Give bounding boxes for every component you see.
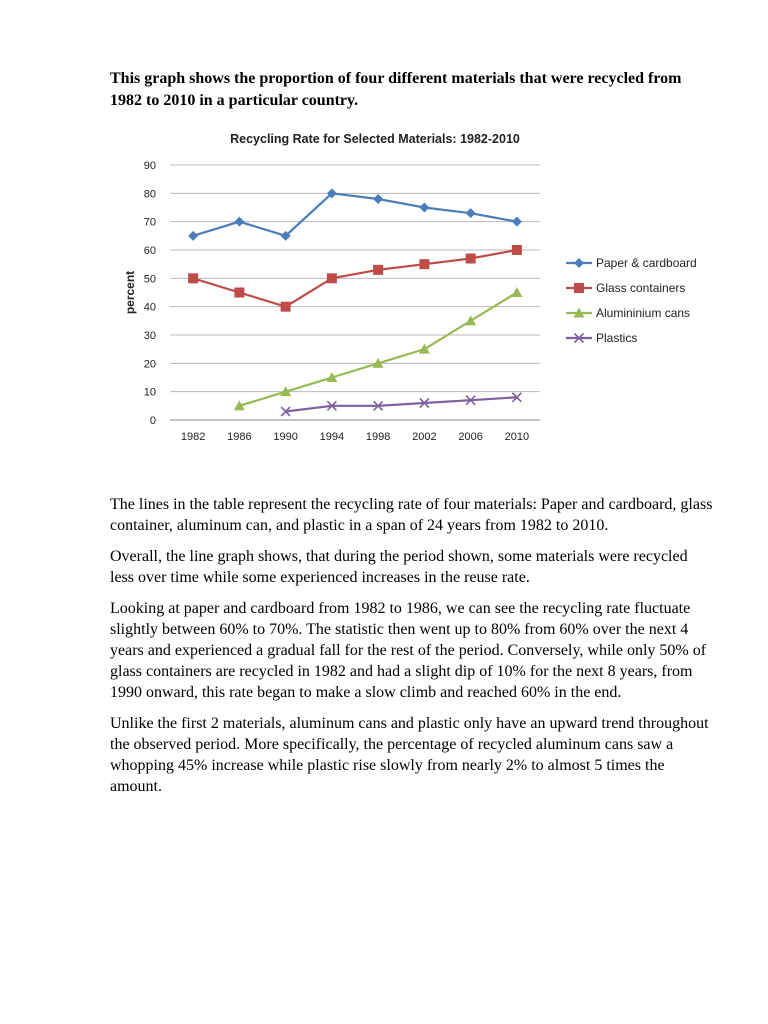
data-point-glass-containers [188, 273, 198, 283]
x-tick-label: 1990 [273, 431, 298, 443]
data-point-glass-containers [466, 254, 476, 264]
paragraph-1: The lines in the table represent the recycling rate of four materials: Paper and cardboard, glass container, aluminum can, and plastic in a span of 24 years from 1982 to 2010. [110, 496, 713, 534]
y-tick-label: 70 [143, 216, 156, 229]
legend-marker-glass-containers [574, 283, 584, 293]
paragraph-4: Unlike the first 2 materials, aluminum cans and plastic only have an upward trend throughout the observed period. More specifically, the percentage of recycled aluminum cans saw a whopping 45% increase while plastic rise slowly from nearly 2% to almost 5 times the amount. [110, 715, 709, 795]
data-point-paper-cardboard [512, 217, 522, 227]
data-point-glass-containers [512, 245, 522, 255]
body-text [110, 494, 715, 807]
data-point-paper-cardboard [234, 217, 244, 227]
paragraph-3: Looking at paper and cardboard from 1982 to 1986, we can see the recycling rate fluctuate slightly between 60% to 70%. The statistic then went up to 80% from 60% over the next 4 years and experienced a gradual fall for the rest of the period. Conversely, while only 50% of glass containers are recycled in 1982 and had a slight dip of 10% for the next 8 years, from 1990 onward, this rate began to make a slow climb and reached 60% in the end. [110, 600, 707, 701]
y-tick-label: 60 [143, 245, 156, 257]
y-tick-label: 30 [143, 330, 156, 342]
y-axis-label: percent [123, 270, 137, 315]
y-tick-label: 50 [143, 273, 156, 286]
y-tick-label: 0 [149, 415, 156, 427]
data-point-alumininium-cans [511, 287, 522, 297]
x-tick-label: 2010 [504, 431, 530, 443]
y-tick-label: 20 [143, 358, 156, 371]
paragraph-2: Overall, the line graph shows, that during the period shown, some materials were recycled less over time while some experienced increases in the reuse rate. [110, 548, 688, 586]
series-line-plastics [286, 397, 517, 411]
y-tick-label: 10 [143, 386, 156, 399]
legend-label-alumininium-cans: Alumininium cans [596, 306, 691, 320]
data-point-glass-containers [373, 265, 383, 275]
data-point-paper-cardboard [466, 208, 476, 218]
legend-label-plastics: Plastics [596, 331, 638, 345]
x-tick-label: 1986 [227, 431, 252, 443]
page-heading: This graph shows the proportion of four different materials that were recycled from 1982 to 2010 in a particular country. [110, 70, 682, 109]
x-tick-label: 2002 [412, 431, 437, 443]
x-tick-label: 2006 [458, 431, 483, 443]
x-tick-label: 1994 [319, 431, 345, 443]
y-tick-label: 80 [143, 188, 156, 201]
data-point-alumininium-cans [465, 315, 476, 325]
y-tick-label: 90 [143, 160, 156, 172]
legend-label-glass-containers: Glass containers [596, 281, 686, 295]
legend-marker-paper-cardboard [574, 258, 584, 268]
legend-label-paper-cardboard: Paper & cardboard [596, 256, 697, 270]
line-chart [118, 124, 714, 450]
data-point-glass-containers [281, 302, 291, 312]
data-point-glass-containers [419, 259, 429, 269]
x-tick-label: 1982 [180, 431, 206, 443]
y-tick-label: 40 [143, 301, 156, 314]
data-point-paper-cardboard [419, 203, 429, 213]
chart-svg [118, 124, 714, 450]
data-point-glass-containers [327, 273, 337, 283]
chart-title: Recycling Rate for Selected Materials: 1982-2010 [230, 132, 520, 146]
data-point-alumininium-cans [419, 344, 430, 354]
data-point-glass-containers [234, 288, 244, 298]
data-point-paper-cardboard [373, 194, 383, 204]
data-point-paper-cardboard [188, 231, 198, 241]
x-tick-label: 1998 [365, 431, 391, 443]
